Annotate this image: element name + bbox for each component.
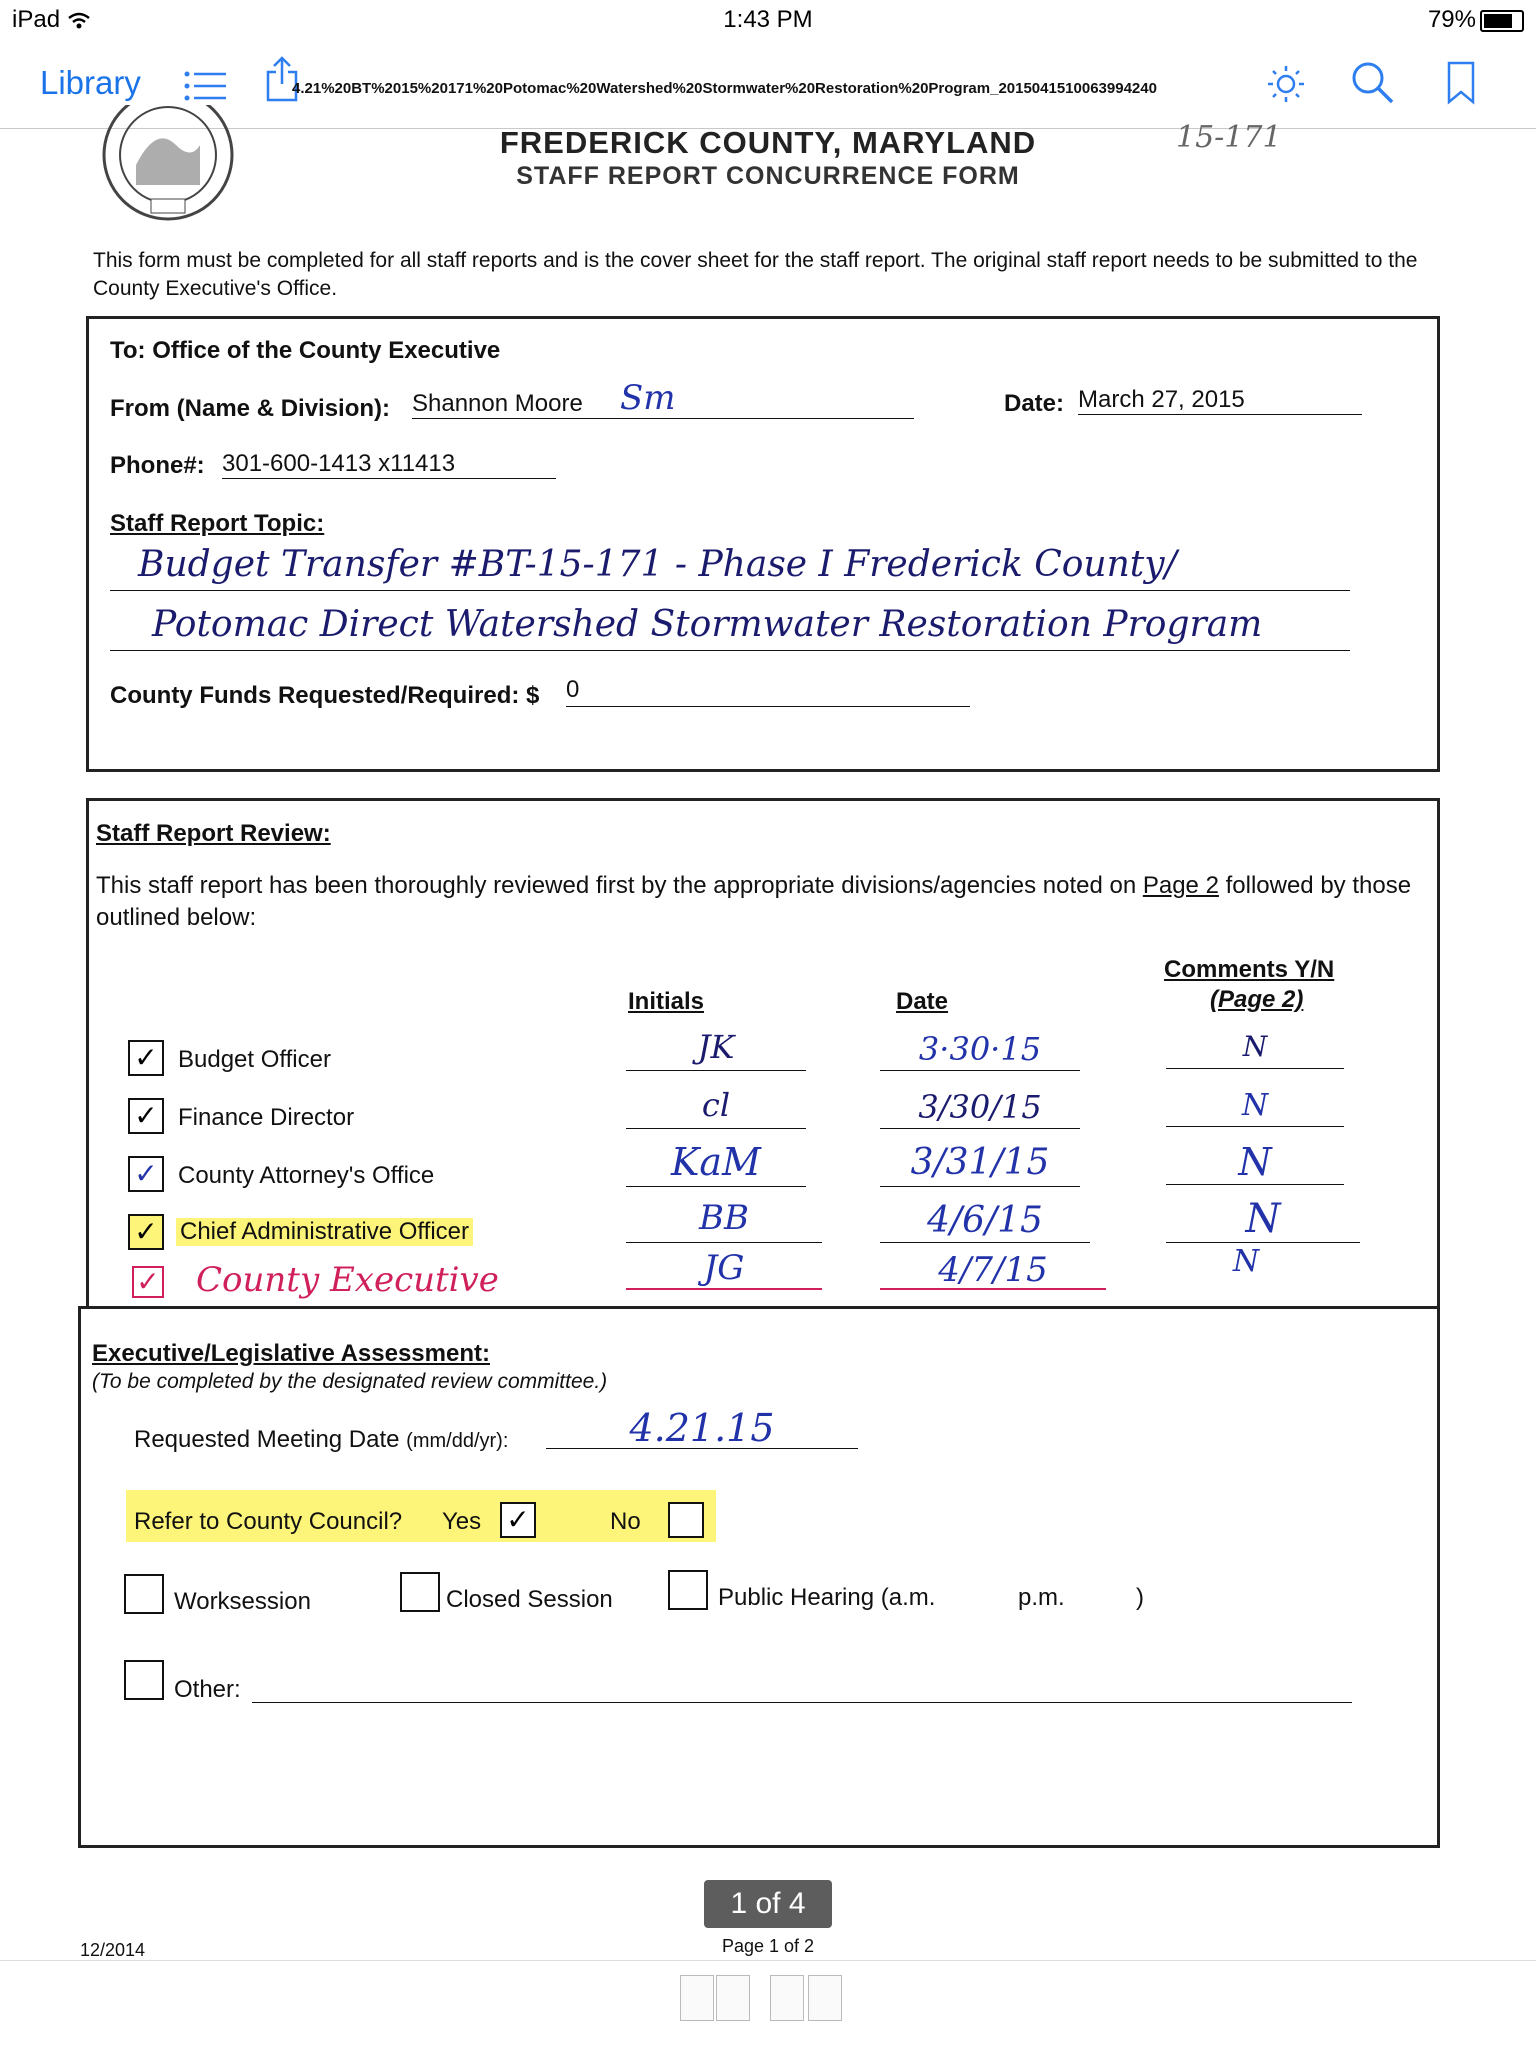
form-revision-date: 12/2014	[80, 1940, 146, 1960]
topic-line-1[interactable]	[110, 540, 1350, 591]
budget-officer-date[interactable]: 3·30·15	[880, 1030, 1080, 1071]
worksession-checkbox[interactable]	[124, 1574, 164, 1614]
county-executive-comment[interactable]: N	[1232, 1244, 1260, 1279]
comments-column-header: Comments Y/N	[1164, 956, 1335, 983]
county-attorney-date[interactable]: 3/31/15	[880, 1142, 1080, 1187]
page-2-link[interactable]: Page 2	[1142, 872, 1219, 899]
refer-yes-checkbox[interactable]: ✓	[500, 1502, 536, 1538]
funds-value: 0	[566, 676, 580, 703]
page-thumbnail[interactable]	[770, 1975, 804, 2021]
review-description: This staff report has been thoroughly reviewed first by the appropriate divisions/agencies noted on Page 2 followed by those outlined below:	[96, 872, 1412, 931]
review-heading: Staff Report Review:	[96, 820, 331, 847]
refer-yes-label: Yes	[442, 1508, 482, 1535]
date-label: Date:	[1004, 390, 1065, 417]
worksession-label: Worksession	[174, 1588, 311, 1615]
search-icon[interactable]	[1350, 60, 1396, 106]
closed-session-checkbox[interactable]	[400, 1572, 440, 1612]
county-executive-initials[interactable]: JG	[626, 1248, 822, 1290]
phone-field[interactable]	[222, 450, 556, 479]
other-checkbox[interactable]	[124, 1660, 164, 1700]
chief-admin-label: Chief Administrative Officer	[176, 1218, 473, 1246]
county-heading: FREDERICK COUNTY, MARYLAND	[499, 125, 1037, 160]
assessment-heading: Executive/Legislative Assessment:	[92, 1340, 490, 1367]
phone-label: Phone#:	[110, 452, 205, 479]
chief-admin-checkbox[interactable]: ✓	[128, 1214, 164, 1250]
county-attorney-checkbox[interactable]: ✓	[128, 1156, 164, 1192]
budget-officer-initials[interactable]: JK	[626, 1028, 806, 1071]
county-attorney-label: County Attorney's Office	[178, 1162, 435, 1189]
page-thumbnail[interactable]	[680, 1975, 714, 2021]
bookmark-icon[interactable]	[1446, 60, 1476, 106]
from-value: Shannon Moore	[412, 390, 583, 417]
document-filename: 4.21%20BT%2015%20171%20Potomac%20Watershed%20Stormwater%20Restoration%20Program_2015041510063994240	[292, 80, 1157, 97]
chief-admin-comment[interactable]: N	[1166, 1196, 1360, 1243]
other-label: Other:	[174, 1676, 241, 1703]
to-line: To: Office of the County Executive	[110, 337, 501, 364]
topic-text-2: Potomac Direct Watershed Stormwater Restoration Program	[152, 604, 1263, 645]
battery-icon	[1480, 10, 1524, 32]
initials-column-header: Initials	[628, 988, 705, 1015]
public-hearing-checkbox[interactable]	[668, 1570, 708, 1610]
public-hearing-close: )	[1136, 1584, 1144, 1611]
funds-label: County Funds Requested/Required: $	[110, 682, 540, 709]
other-field[interactable]	[252, 1672, 1352, 1703]
finance-director-initials[interactable]: cl	[626, 1086, 806, 1129]
meeting-date-label: Requested Meeting Date (mm/dd/yr):	[134, 1426, 509, 1453]
public-hearing-label: Public Hearing (a.m.	[718, 1584, 936, 1611]
budget-officer-label: Budget Officer	[178, 1046, 331, 1073]
county-attorney-initials[interactable]: KaM	[626, 1140, 806, 1187]
page-thumbnail-strip	[0, 1960, 1536, 2049]
closed-session-label: Closed Session	[446, 1586, 613, 1613]
assessment-subheading: (To be completed by the designated review committee.)	[92, 1370, 608, 1393]
battery-fill	[1484, 14, 1512, 28]
date-field[interactable]	[1078, 386, 1362, 415]
margin-note: 15-171	[1176, 120, 1282, 155]
form-page-number: Page 1 of 2	[721, 1936, 815, 1956]
refer-no-checkbox[interactable]	[668, 1502, 704, 1538]
table-of-contents-icon[interactable]	[184, 70, 228, 102]
status-time: 1:43 PM	[723, 6, 813, 33]
chief-admin-initials[interactable]: BB	[626, 1198, 822, 1243]
topic-line-2[interactable]	[110, 600, 1350, 651]
from-label: From (Name & Division):	[110, 395, 391, 422]
comments-column-subheader: (Page 2)	[1210, 986, 1304, 1013]
page-indicator: 1 of 4	[704, 1880, 832, 1928]
finance-director-label: Finance Director	[178, 1104, 355, 1131]
refer-no-label: No	[610, 1508, 641, 1535]
page-thumbnail[interactable]	[808, 1975, 842, 2021]
budget-officer-comment[interactable]: N	[1166, 1030, 1344, 1069]
form-title: STAFF REPORT CONCURRENCE FORM	[516, 162, 1020, 190]
date-value: March 27, 2015	[1078, 386, 1245, 413]
from-initials: Sm	[620, 378, 676, 418]
funds-field[interactable]	[566, 676, 970, 707]
county-executive-date[interactable]: 4/7/15	[880, 1250, 1106, 1290]
battery-percent: 79%	[1427, 6, 1476, 33]
finance-director-date[interactable]: 3/30/15	[880, 1088, 1080, 1129]
finance-director-checkbox[interactable]: ✓	[128, 1098, 164, 1134]
brightness-icon[interactable]	[1266, 64, 1306, 104]
refer-council-label: Refer to County Council?	[134, 1508, 403, 1535]
phone-value: 301-600-1413 x11413	[222, 450, 456, 477]
chief-admin-date[interactable]: 4/6/15	[880, 1200, 1090, 1243]
meeting-date-field[interactable]: 4.21.15	[546, 1406, 858, 1449]
status-bar	[0, 0, 1536, 40]
public-hearing-pm-label: p.m.	[1018, 1584, 1065, 1611]
county-executive-label: County Executive	[196, 1260, 499, 1300]
finance-director-comment[interactable]: N	[1166, 1088, 1344, 1127]
date-column-header: Date	[896, 988, 949, 1015]
device-name: iPad	[12, 6, 91, 34]
page-thumbnail[interactable]	[716, 1975, 750, 2021]
library-button[interactable]: Library	[40, 64, 141, 101]
topic-label: Staff Report Topic:	[110, 510, 325, 537]
county-executive-checkbox[interactable]: ✓	[132, 1266, 164, 1298]
topic-text-1: Budget Transfer #BT-15-171 - Phase I Frederick County/	[138, 544, 1177, 585]
county-attorney-comment[interactable]: N	[1166, 1140, 1344, 1185]
budget-officer-checkbox[interactable]: ✓	[128, 1040, 164, 1076]
form-instructions: This form must be completed for all staff reports and is the cover sheet for the staff report. The original staff report needs to be submitted to the County Executive's Office.	[93, 249, 1418, 300]
